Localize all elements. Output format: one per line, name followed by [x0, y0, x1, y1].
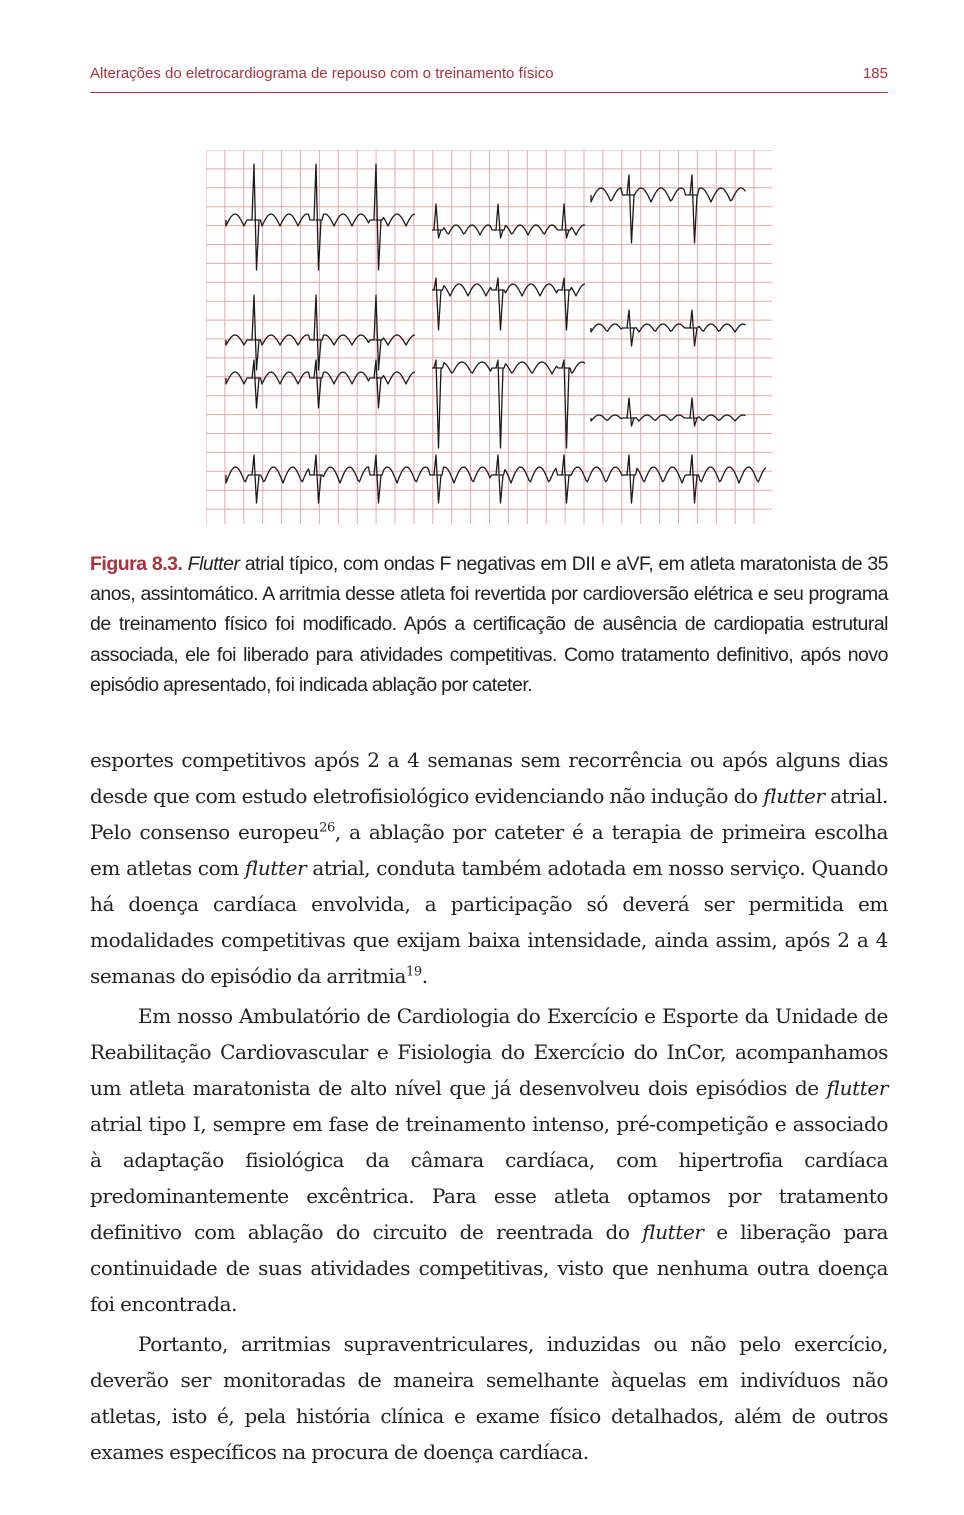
running-title: Alterações do eletrocardiograma de repouso com o treinamento físico	[90, 65, 554, 82]
paragraph-3: Portanto, arritmias supraventriculares, induzidas ou não pelo exercício, deverão ser monitoradas de maneira semelhante àquelas em indivíduos não atletas, isto é, pela história clínica e exame físico detalhados, além de outros exames específicos na procura de doença cardíaca.	[90, 1332, 888, 1464]
ecg-trace	[591, 398, 746, 426]
paragraph-2: Em nosso Ambulatório de Cardiologia do Exercício e Esporte da Unidade de Reabilitação Cardiovascular e Fisiologia do Exercício do InCor, acompanhamos um atleta maratonista de alto nível que já desenvolveu dois episódios de flutter atrial tipo I, sempre em fase de treinamento intenso, pré-competição e associado à adaptação fisiológica da câmara cardíaca, com hipertrofia cardíaca predominantemente excêntrica. Para esse atleta optamos por tratamento definitivo com ablação do circuito de reentrada do flutter e liberação para continuidade de suas atividades competitivas, visto que nenhuma outra doença foi encontrada.	[90, 1004, 888, 1316]
ecg-trace	[226, 360, 415, 408]
ecg-figure	[206, 150, 772, 524]
ecg-trace	[591, 175, 746, 243]
ecg-trace	[226, 295, 415, 370]
figure-caption	[90, 549, 888, 700]
figure-label: Figura 8.3.	[90, 553, 183, 575]
ecg-trace	[226, 164, 415, 270]
ecg-trace	[226, 455, 766, 503]
page-number: 185	[862, 65, 888, 82]
reference-19: 19	[406, 964, 422, 980]
paragraph-1: esportes competitivos após 2 a 4 semanas sem recorrência ou após alguns dias desde que com estudo eletrofisiológico evidenciando não indução do flutter atrial. Pelo consenso europeu$^{26}$, a ablação por cateter é a terapia de primeira escolha em atletas com flutter atrial, conduta também adotada em nosso serviço. Quando há doença cardíaca envolvida, a participação só deverá ser permitida em modalidades competitivas que exijam baixa intensidade, ainda assim, após 2 a 4 semanas do episódio da arritmia$^{19}$.	[90, 748, 888, 988]
running-header	[90, 62, 888, 93]
figure-term: Flutter	[187, 553, 240, 575]
ecg-trace	[591, 310, 746, 346]
body-text	[90, 742, 888, 1470]
figure-caption-text: atrial típico, com ondas F negativas em DII e aVF, em atleta maratonista de 35 anos, assintomático. A arritmia desse atleta foi revertida por cardioversão elétrica e seu programa de treinamento físico foi modificado. Após a certificação de ausência de cardiopatia estrutural associada, ele foi liberado para atividades competitivas. Como tratamento definitivo, após novo episódio apresentado, foi indicada ablação por cateter.	[90, 553, 889, 696]
reference-26: 26	[319, 820, 335, 836]
